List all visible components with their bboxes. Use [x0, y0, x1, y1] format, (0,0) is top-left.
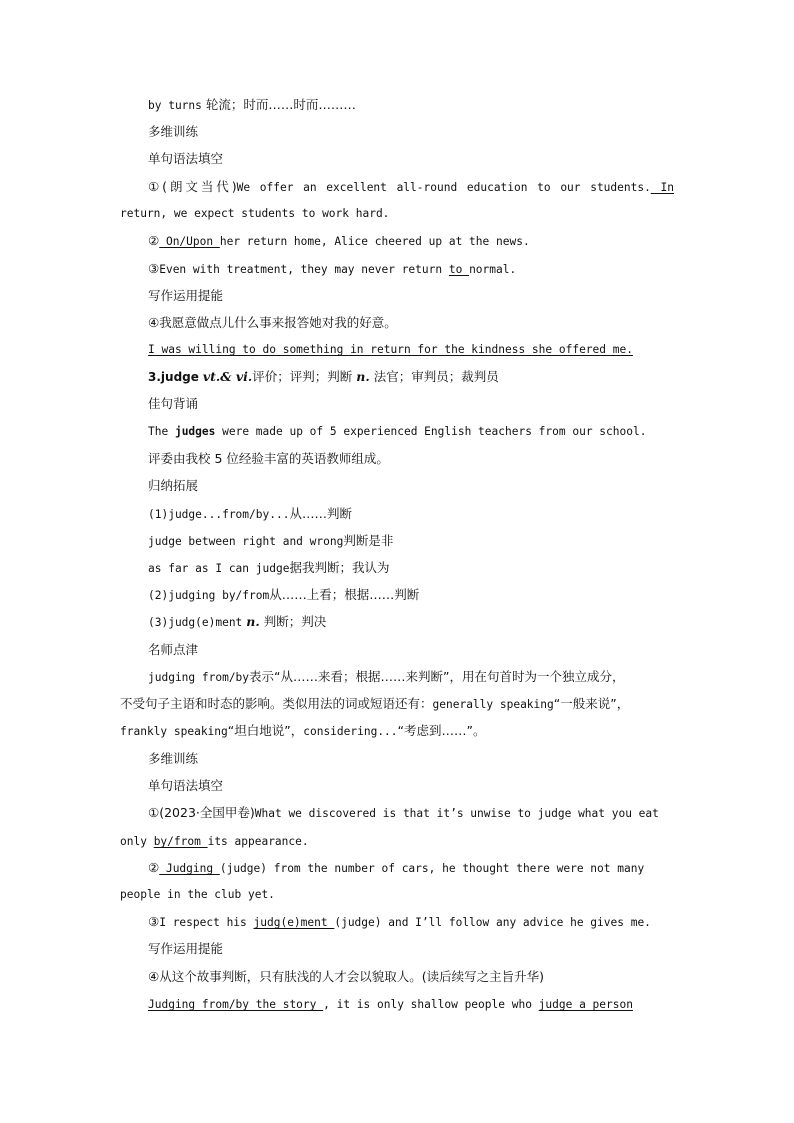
section-heading: 单句语法填空: [148, 778, 224, 793]
tip-line: judging from/by表示“从……来看；根据……来判断”，用在句首时为一个独立成分，: [148, 669, 625, 684]
practice-2: ② Judging (judge) from the number of cars, he thought there were not many: [148, 860, 645, 875]
answer-blank: In: [650, 181, 674, 194]
answer-blank: to: [448, 263, 470, 276]
phrase-item: (3)judg(e)ment n. 判断；判决: [148, 614, 327, 629]
section-heading: 多维训练: [148, 751, 199, 766]
section-heading: 写作运用提能: [148, 941, 224, 956]
answer-blank: judg(e)ment: [253, 916, 335, 929]
phrase-item: (2)judging by/from从……上看；根据……判断: [148, 587, 420, 602]
question-1-cont: return, we expect students to work hard.: [120, 207, 390, 220]
question-4: ④我愿意做点儿什么事来报答她对我的好意。: [148, 315, 397, 330]
section-heading: 佳句背诵: [148, 396, 199, 411]
answer-blank: by/from: [153, 835, 208, 848]
section-heading: 写作运用提能: [148, 288, 224, 303]
question-1: ①(朗文当代)We offer an excellent all-round education to our students. In: [148, 179, 674, 194]
example-translation: 评委由我校 5 位经验丰富的英语教师组成。: [148, 451, 389, 466]
section-heading: 名师点津: [148, 642, 199, 657]
practice-4: ④从这个故事判断，只有肤浅的人才会以貌取人。(读后续写之主旨升华): [148, 969, 544, 984]
section-heading: 归纳拓展: [148, 478, 199, 493]
phrase-item: judge between right and wrong判断是非: [148, 533, 394, 548]
practice-1-cont: only by/from its appearance.: [120, 835, 309, 848]
answer-blank: I was willing to do something in return for the kindness she offered me.: [148, 343, 633, 356]
tip-line: frankly speaking“坦白地说”，considering...“考虑到……”。: [120, 723, 486, 738]
section-heading: 多维训练: [148, 124, 199, 139]
answer-blank: Judging from/by the story: [148, 998, 324, 1011]
tip-line: 不受句子主语和时态的影响。类似用法的词或短语还有：generally speaking“一般来说”，: [120, 696, 630, 711]
by-turns-line: by turns 轮流；时而……时而………: [148, 97, 356, 112]
section-heading: 单句语法填空: [148, 151, 224, 166]
question-3: ③Even with treatment, they may never return to normal.: [148, 261, 517, 276]
phrase-item: (1)judge...from/by...从……判断: [148, 506, 352, 521]
answer-blank: Judging: [159, 862, 220, 875]
practice-4-answer: Judging from/by the story , it is only shallow people who judge a person: [148, 998, 633, 1011]
practice-1: ①(2023·全国甲卷)What we discovered is that it’s unwise to judge what you eat: [148, 805, 659, 820]
practice-2-cont: people in the club yet.: [120, 888, 275, 901]
question-2: ② On/Upon her return home, Alice cheered up at the news.: [148, 233, 530, 248]
example-sentence: The judges were made up of 5 experienced English teachers from our school.: [148, 425, 647, 438]
practice-3: ③I respect his judg(e)ment (judge) and I’ll follow any advice he gives me.: [148, 914, 651, 929]
phrase-item: as far as I can judge据我判断；我认为: [148, 560, 390, 575]
answer-blank: judge a person: [538, 998, 633, 1011]
entry-judge: 3.judge vt.& vi.评价；评判；判断 n. 法官；审判员；裁判员: [148, 369, 499, 384]
answer-blank: On/Upon: [159, 235, 220, 248]
